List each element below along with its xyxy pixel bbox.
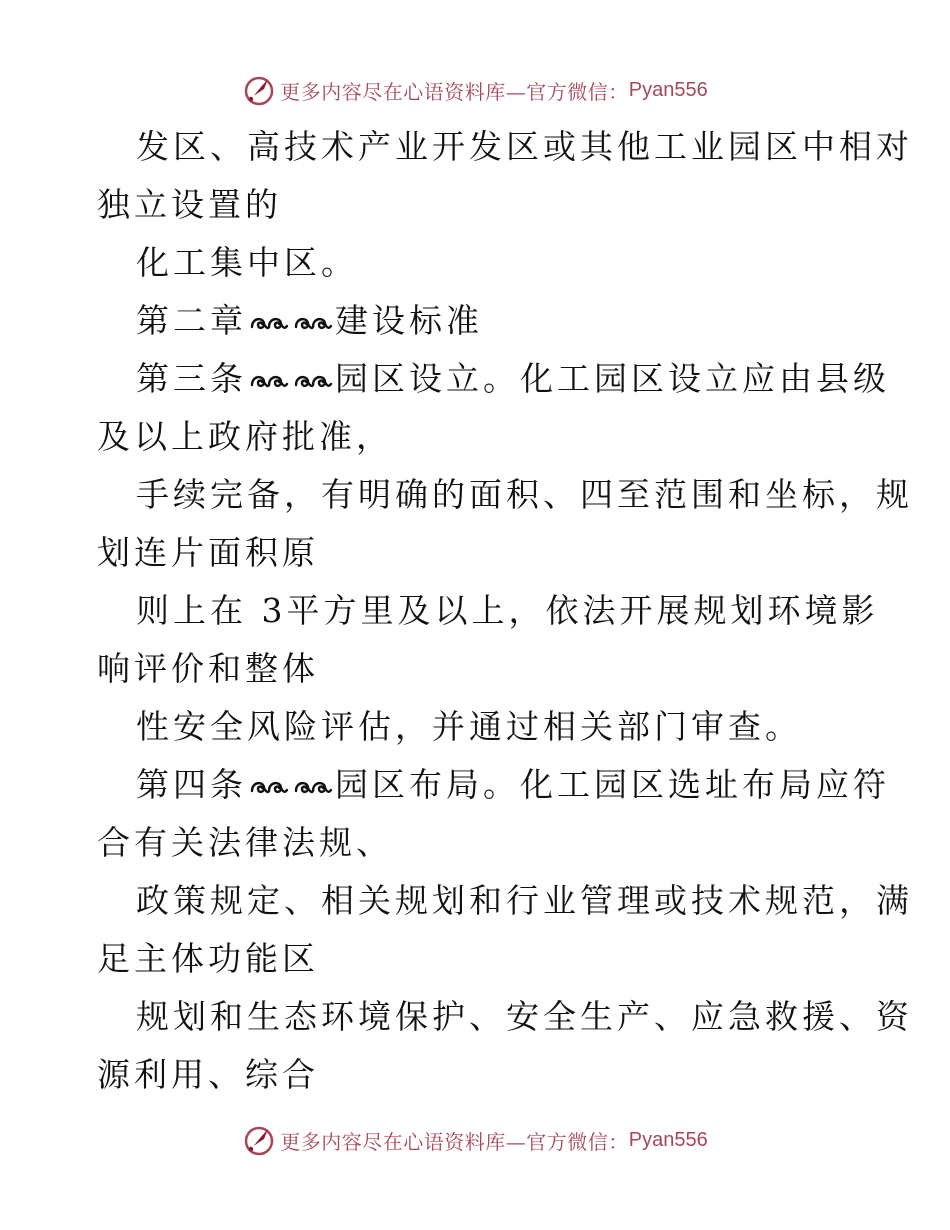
article-text: 园区布局。化工园区选址布局应符 — [335, 765, 890, 804]
text-line — [97, 872, 913, 930]
text-line — [97, 408, 857, 466]
article-heading: 第四条 — [136, 765, 247, 804]
watermark-wechat-id: Pyan556 — [628, 1128, 708, 1151]
article-text: 园区设立。化工园区设立应由县级 — [335, 359, 890, 398]
line-text: 及以上政府批准， — [97, 417, 393, 456]
text-line — [97, 988, 913, 1046]
line-text: 化工集中区。 — [136, 243, 358, 282]
ornament-icon — [293, 311, 333, 335]
ornament-icon — [293, 775, 333, 799]
quill-logo-icon — [242, 73, 276, 107]
text-line — [97, 640, 857, 698]
text-line — [97, 930, 857, 988]
text-line — [97, 466, 913, 524]
document-body — [97, 118, 913, 1104]
text-line — [97, 698, 857, 756]
line-text: 合有关法律法规、 — [97, 823, 393, 862]
line-text: 足主体功能区 — [97, 939, 319, 978]
text-line — [97, 582, 879, 640]
article-heading: 第三条 — [136, 359, 247, 398]
text-line — [97, 234, 857, 292]
line-text: 划连片面积原 — [97, 533, 319, 572]
line-text: 手续完备，有明确的面积、四至范围和坐标，规 — [136, 475, 913, 514]
line-text: 响评价和整体 — [97, 649, 319, 688]
text-line — [97, 756, 890, 814]
line-text: 源利用、综合 — [97, 1055, 319, 1094]
line-text: 发区、高技术产业开发区或其他工业园区中相对 — [136, 127, 913, 166]
header-watermark — [0, 70, 950, 110]
text-line — [97, 292, 857, 350]
text-line — [97, 350, 890, 408]
text-line — [97, 814, 857, 872]
ornament-icon — [293, 369, 333, 393]
watermark-wechat-id: Pyan556 — [628, 78, 708, 101]
line-text: 性安全风险评估，并通过相关部门审查。 — [136, 707, 802, 746]
text-line — [97, 118, 913, 176]
article-text: 建设标准 — [335, 301, 483, 340]
line-text: 政策规定、相关规划和行业管理或技术规范，满 — [136, 881, 913, 920]
line-text: 则上在 3平方里及以上，依法开展规划环境影 — [136, 591, 879, 630]
ornament-icon — [249, 369, 289, 393]
text-line — [97, 1046, 857, 1104]
quill-logo-icon — [242, 1123, 276, 1157]
article-heading: 第二章 — [136, 301, 247, 340]
line-text: 独立设置的 — [97, 185, 282, 224]
ornament-icon — [249, 775, 289, 799]
footer-watermark — [0, 1120, 950, 1160]
text-line — [97, 176, 857, 234]
text-line — [97, 524, 857, 582]
ornament-icon — [249, 311, 289, 335]
watermark-text: 更多内容尽在心语资料库—官方微信： — [280, 1129, 629, 1154]
line-text: 规划和生态环境保护、安全生产、应急救援、资 — [136, 997, 913, 1036]
watermark-text: 更多内容尽在心语资料库—官方微信： — [280, 79, 629, 104]
